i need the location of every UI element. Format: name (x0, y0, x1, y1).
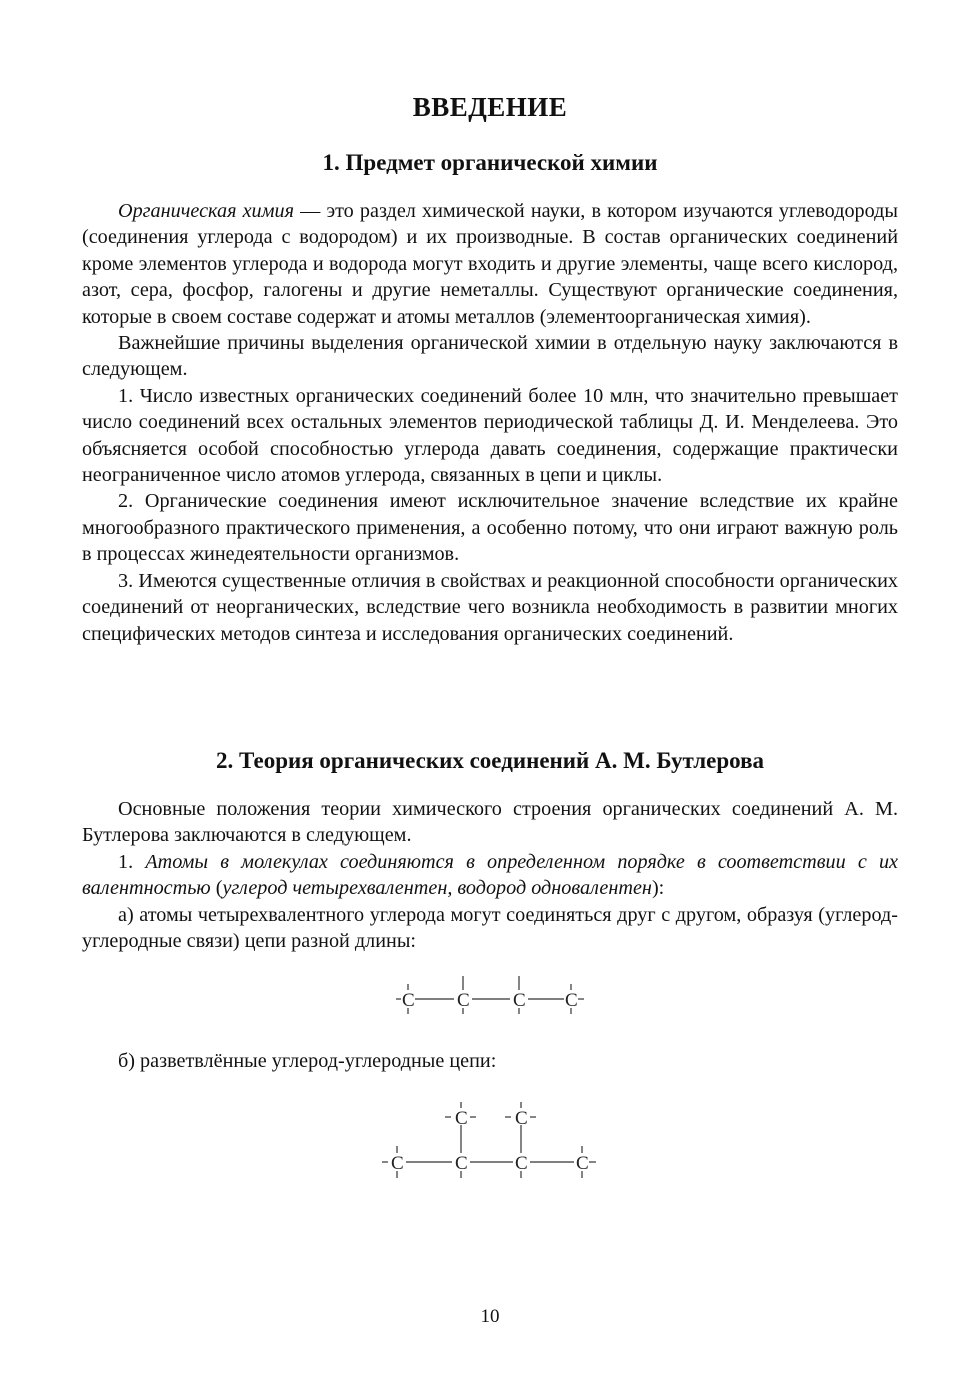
carbon-atom: C (515, 1153, 528, 1174)
italic-valency-note: углерод четырехвалентен, водород одновалентен (222, 877, 652, 900)
section-1-heading: 1. Предмет органической химии (322, 150, 658, 175)
section-2-body (82, 796, 898, 954)
term-organic-chemistry: Органическая химия (118, 200, 294, 222)
section-1-paragraph-4: 2. Органические соединения имеют исключительное значение вследствие их крайне многообразного практического применения, а особенно потому, что они играют важную роль в процессах жинедеятельности организмов. (82, 490, 898, 566)
italic-statement: Атомы в молекулах соединяются в определенном порядке в соответствии с их валентностью (82, 850, 899, 900)
section-2-paragraph-2 (82, 849, 898, 902)
section-1-paragraph-2: Важнейшие причины выделения органической химии в отдельную науку заключаются в следующем. (82, 332, 898, 381)
carbon-atom: C (513, 990, 526, 1011)
carbon-atom: C (576, 1153, 589, 1174)
paragraph-text: — это раздел химической науки, в котором изучаются углеводороды (соединения углерода с водородом) и их производные. В состав органических соединений кроме элементов углерода и водорода могут входить и другие элементы, чаще всего кислород, азот, сера, фосфор, галогены и другие неметаллы. Существуют органические соединения, которые в своем составе содержат и атомы металлов (элементоорганическая химия). (82, 200, 898, 328)
paren-open: ( (210, 877, 223, 900)
paren-close: ): (651, 877, 665, 900)
list-number: 1. (118, 850, 146, 873)
section-2-paragraph-3: а) атомы четырехвалентного углерода могут соединяться друг с другом, образуя (углерод-углеродные связи) цепи разной длины: (82, 903, 898, 953)
page-title: ВВЕДЕНИЕ (412, 92, 568, 122)
branched-chain (382, 1102, 596, 1178)
carbon-atom: C (565, 990, 578, 1011)
carbon-atom: C (457, 990, 470, 1011)
carbon-atom: C (455, 1153, 468, 1174)
section-1-body (82, 198, 898, 647)
carbon-atom: C (391, 1153, 404, 1174)
linear-chain (396, 976, 584, 1014)
section-2-heading: 2. Теория органических соединений А. М. Бутлерова (216, 748, 764, 773)
section-1-paragraph-1 (82, 198, 898, 330)
carbon-atom-branch: C (455, 1108, 468, 1129)
carbon-atom: C (402, 990, 415, 1011)
section-1-paragraph-5: 3. Имеются существенные отличия в свойствах и реакционной способности органических соединений от неорганических, вследствие чего возникла необходимость в развитии многих специфических методов синтеза и исследования органических соединений. (82, 569, 898, 645)
section-2-paragraph-4: б) разветвлённые углерод-углеродные цепи: (118, 1050, 497, 1072)
carbon-atom-branch: C (515, 1108, 528, 1129)
section-1-paragraph-3: 1. Число известных органических соединений более 10 млн, что значительно превышает число соединений всех остальных элементов периодической таблицы Д. И. Менделеева. Это объясняется особой способностью углерода давать соединения, содержащие практически неограниченное число атомов углерода, связанных в цепи и циклы. (82, 384, 898, 487)
page-number: 10 (480, 1306, 500, 1327)
section-2-paragraph-1: Основные положения теории химического строения органических соединений А. М. Бутлерова заключаются в следующем. (82, 798, 898, 847)
